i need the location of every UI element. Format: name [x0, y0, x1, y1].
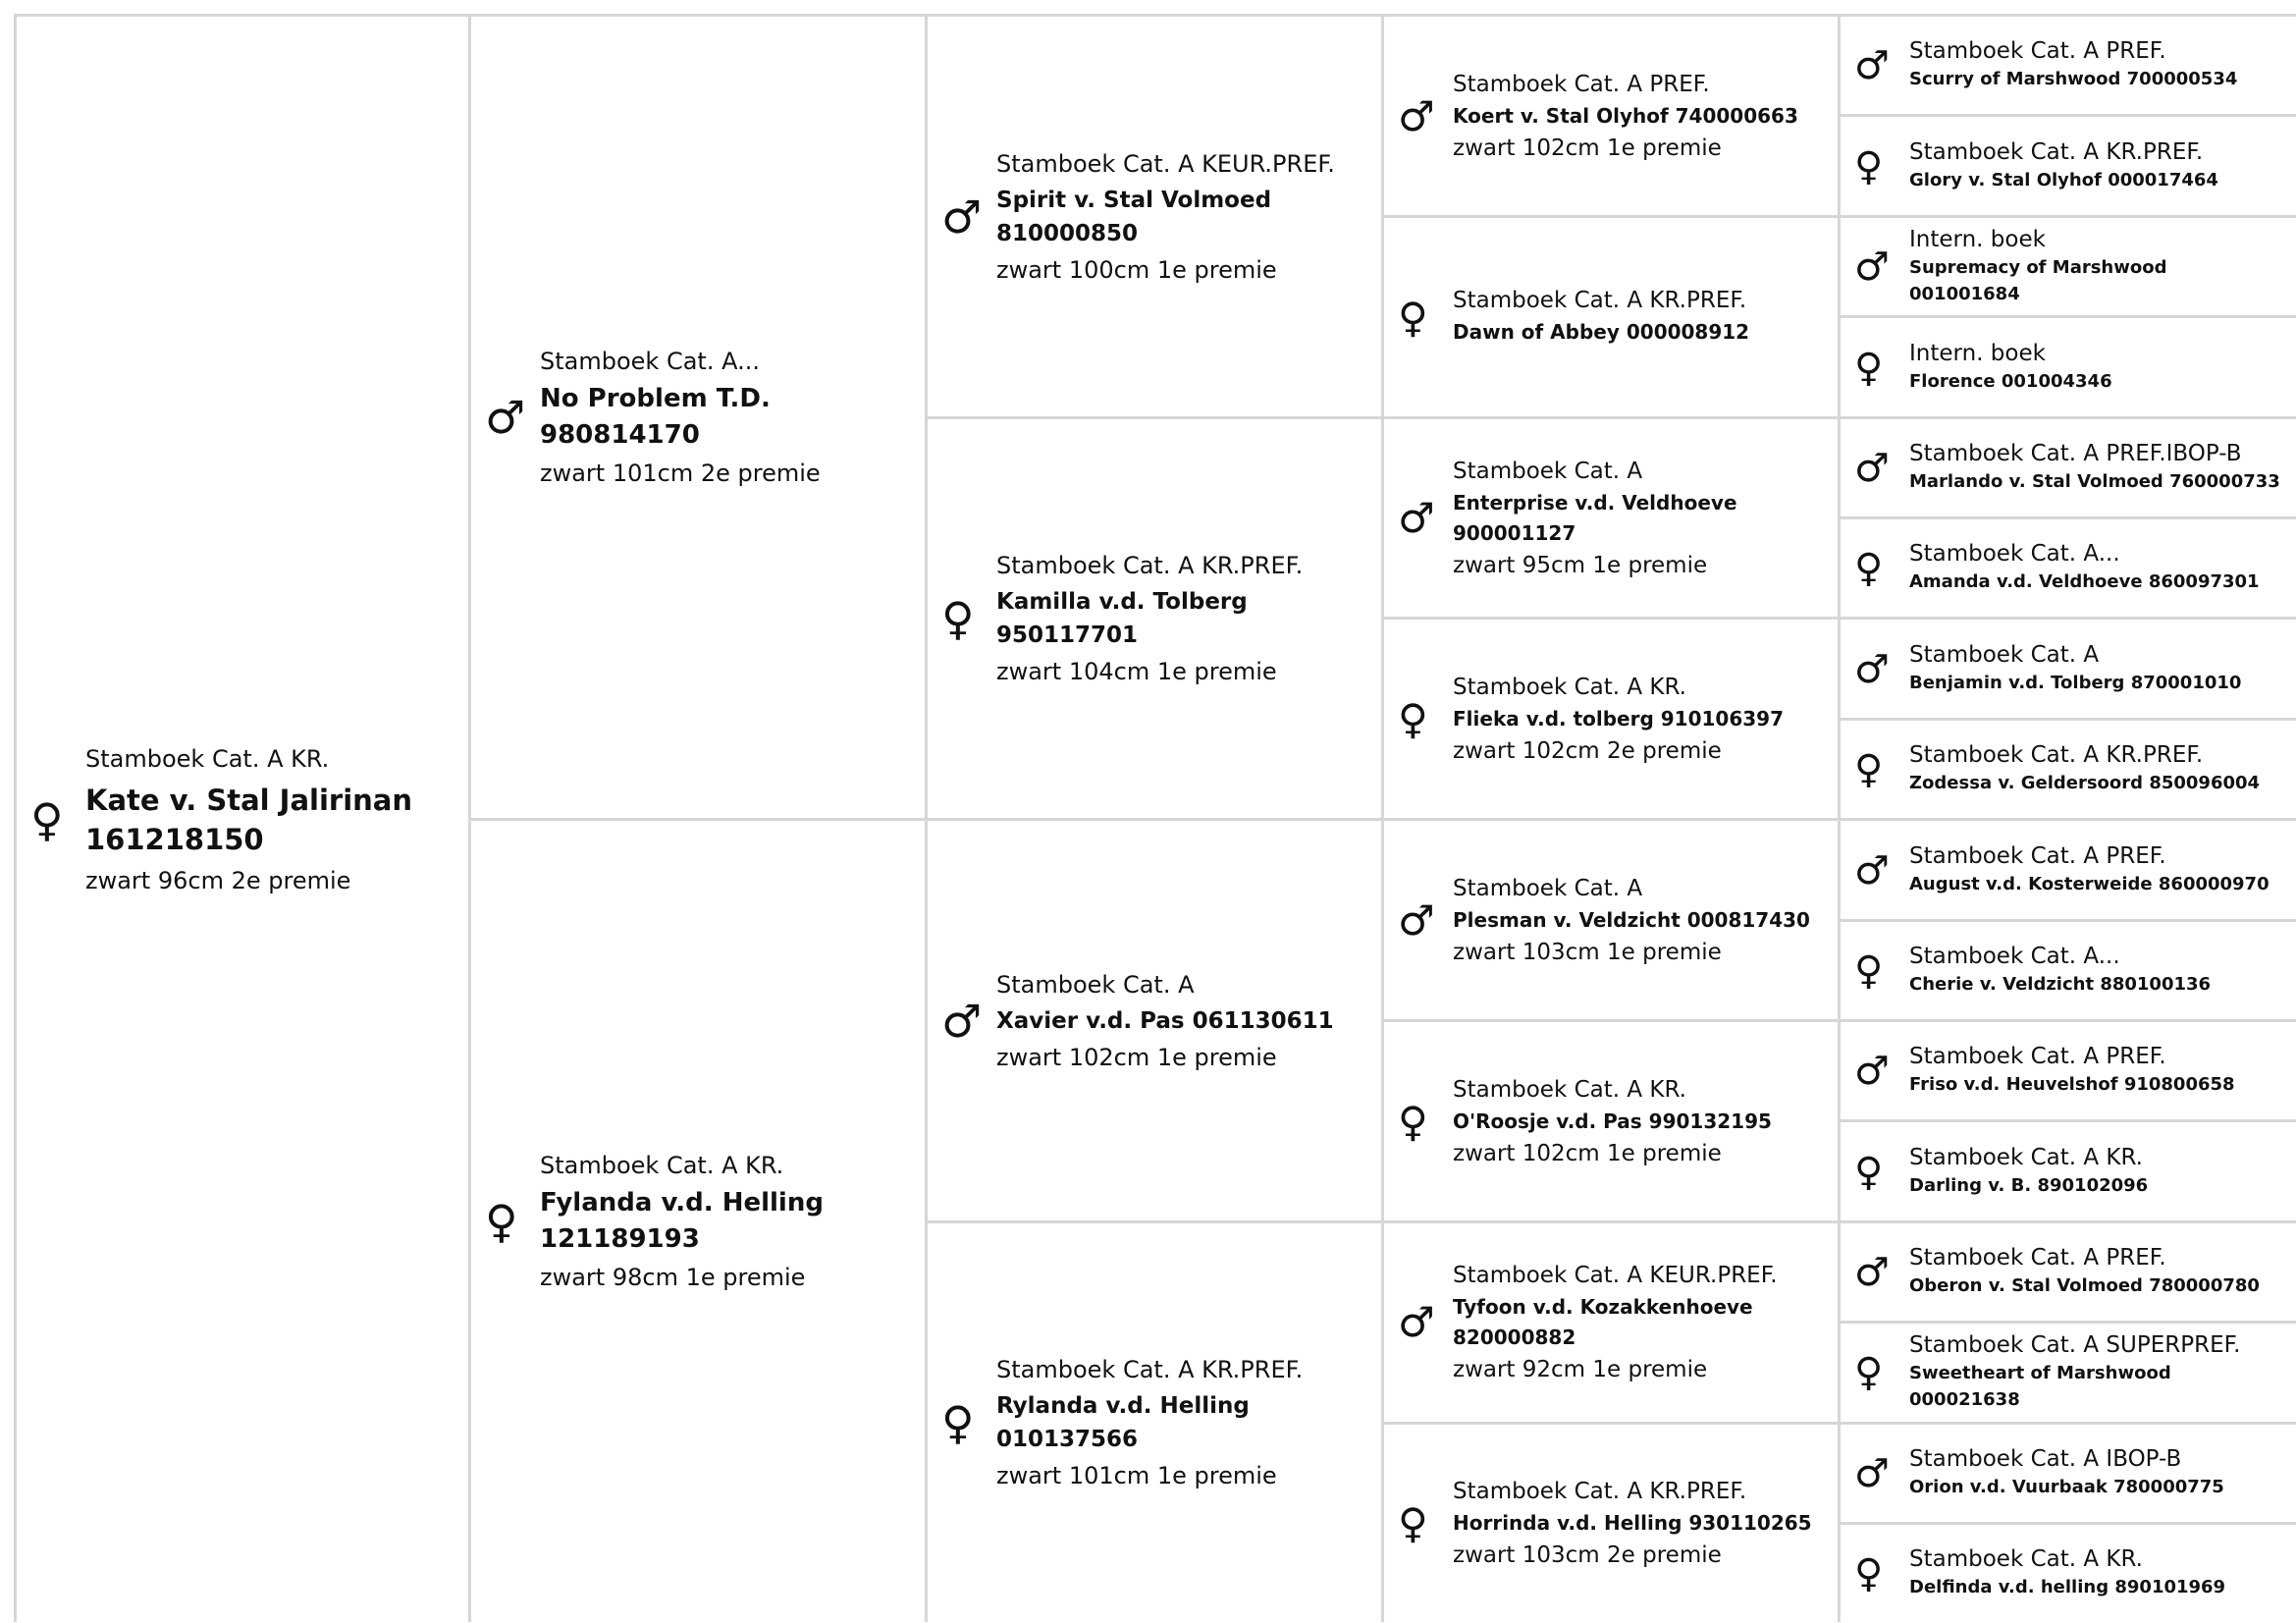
stamboek-label: Stamboek Cat. A PREF. [1453, 72, 1710, 97]
horse-details [1909, 843, 2282, 897]
horse-details [996, 1356, 1367, 1489]
pedigree-chart [14, 14, 2296, 1623]
female-symbol-icon: ♀ [941, 1396, 975, 1449]
stamboek-label: Stamboek Cat. A KR.PREF. [1909, 742, 2204, 768]
male-symbol-icon: ♂ [1854, 1451, 1890, 1496]
pedigree-cell-gen2-1 [468, 818, 925, 1622]
pedigree-cell-gen3-2 [925, 818, 1381, 1220]
female-symbol-icon: ♀ [1854, 346, 1884, 391]
stamboek-label: Stamboek Cat. A KR. [1909, 1145, 2143, 1170]
female-symbol-icon: ♀ [1854, 1350, 1884, 1395]
horse-name: Sweetheart of Marshwood 000021638 [1909, 1363, 2171, 1410]
horse-details [1909, 1332, 2282, 1413]
stamboek-label: Stamboek Cat. A... [1909, 541, 2120, 567]
horse-name: Florence 001004346 [1909, 371, 2112, 392]
stamboek-label: Stamboek Cat. A KR. [540, 1152, 784, 1179]
pedigree-cell-gen5-5 [1838, 516, 2296, 617]
stamboek-label: Stamboek Cat. A... [1909, 944, 2120, 969]
horse-info: zwart 104cm 1e premie [996, 658, 1277, 685]
horse-info: zwart 96cm 2e premie [85, 867, 351, 894]
male-symbol-icon: ♂ [941, 190, 983, 243]
stamboek-label: Stamboek Cat. A... [540, 348, 760, 375]
male-symbol-icon: ♂ [1854, 647, 1890, 692]
pedigree-cell-gen4-0 [1381, 14, 1838, 215]
horse-details [996, 971, 1367, 1071]
horse-name: Oberon v. Stal Volmoed 780000780 [1909, 1275, 2260, 1296]
horse-details [1909, 227, 2282, 307]
horse-name: Horrinda v.d. Helling 930110265 [1453, 1511, 1812, 1535]
horse-info: zwart 98cm 1e premie [540, 1264, 806, 1291]
horse-details [1453, 1263, 1824, 1382]
horse-details [1909, 1546, 2282, 1600]
pedigree-cell-gen4-6 [1381, 1220, 1838, 1422]
horse-details [1909, 642, 2282, 696]
horse-name: Darling v. B. 890102096 [1909, 1175, 2149, 1196]
female-symbol-icon: ♀ [1854, 1150, 1884, 1195]
horse-details [540, 348, 911, 487]
stamboek-label: Stamboek Cat. A KR.PREF. [1909, 139, 2204, 165]
horse-details [540, 1152, 911, 1291]
horse-details [996, 150, 1367, 284]
pedigree-cell-gen5-4 [1838, 416, 2296, 516]
horse-info: zwart 102cm 2e premie [1453, 738, 1722, 764]
pedigree-cell-gen5-3 [1838, 315, 2296, 416]
horse-name: Plesman v. Veldzicht 000817430 [1453, 908, 1810, 932]
horse-details [1909, 1145, 2282, 1199]
stamboek-label: Stamboek Cat. A [1453, 459, 1643, 484]
pedigree-cell-gen5-10 [1838, 1019, 2296, 1119]
pedigree-cell-gen5-8 [1838, 818, 2296, 919]
stamboek-label: Stamboek Cat. A IBOP-B [1909, 1446, 2182, 1472]
horse-name: Cherie v. Veldzicht 880100136 [1909, 974, 2212, 995]
stamboek-label: Stamboek Cat. A KR.PREF. [1453, 1479, 1747, 1504]
pedigree-cell-gen4-7 [1381, 1422, 1838, 1622]
horse-details [1909, 742, 2282, 796]
horse-name: Delfinda v.d. helling 890101969 [1909, 1577, 2226, 1597]
stamboek-label: Stamboek Cat. A SUPERPREF. [1909, 1332, 2241, 1358]
pedigree-cell-gen2-0 [468, 14, 925, 818]
stamboek-label: Stamboek Cat. A KR. [1453, 1077, 1686, 1103]
male-symbol-icon: ♂ [1854, 446, 1890, 491]
horse-name: Kamilla v.d. Tolberg 950117701 [996, 589, 1248, 648]
horse-info: zwart 102cm 1e premie [1453, 135, 1722, 161]
stamboek-label: Stamboek Cat. A KR.PREF. [996, 1356, 1304, 1383]
male-symbol-icon: ♂ [1854, 1049, 1890, 1094]
pedigree-cell-gen1-0 [14, 14, 468, 1622]
pedigree-cell-gen5-9 [1838, 919, 2296, 1019]
stamboek-label: Stamboek Cat. A PREF. [1909, 38, 2166, 64]
stamboek-label: Stamboek Cat. A [1909, 642, 2100, 668]
pedigree-cell-gen5-11 [1838, 1119, 2296, 1220]
horse-name: Scurry of Marshwood 700000534 [1909, 69, 2238, 89]
horse-details [1453, 1479, 1824, 1568]
pedigree-cell-gen4-4 [1381, 818, 1838, 1019]
horse-details [1909, 541, 2282, 595]
stamboek-label: Intern. boek [1909, 341, 2046, 366]
horse-name: Tyfoon v.d. Kozakkenhoeve 820000882 [1453, 1295, 1753, 1349]
horse-name: Amanda v.d. Veldhoeve 860097301 [1909, 571, 2260, 592]
female-symbol-icon: ♀ [1398, 1098, 1428, 1146]
horse-details [1909, 341, 2282, 395]
horse-details [1909, 441, 2282, 495]
horse-name: Supremacy of Marshwood 001001684 [1909, 257, 2167, 304]
female-symbol-icon: ♀ [941, 592, 975, 645]
pedigree-cell-gen4-3 [1381, 617, 1838, 818]
male-symbol-icon: ♂ [1854, 43, 1890, 88]
horse-name: Orion v.d. Vuurbaak 780000775 [1909, 1477, 2224, 1497]
horse-info: zwart 103cm 1e premie [1453, 940, 1722, 965]
pedigree-cell-gen3-1 [925, 416, 1381, 818]
horse-name: August v.d. Kosterweide 860000970 [1909, 874, 2269, 894]
horse-details [1453, 876, 1824, 965]
stamboek-label: Stamboek Cat. A KR. [85, 745, 330, 773]
female-symbol-icon: ♀ [485, 1195, 518, 1248]
stamboek-label: Stamboek Cat. A [996, 971, 1195, 999]
female-symbol-icon: ♀ [1854, 1551, 1884, 1596]
horse-info: zwart 95cm 1e premie [1453, 553, 1708, 578]
female-symbol-icon: ♀ [1854, 546, 1884, 591]
horse-info: zwart 100cm 1e premie [996, 256, 1277, 284]
male-symbol-icon: ♂ [1854, 1250, 1890, 1295]
horse-name: O'Roosje v.d. Pas 990132195 [1453, 1109, 1772, 1133]
horse-name: Benjamin v.d. Tolberg 870001010 [1909, 673, 2242, 693]
horse-details [1909, 944, 2282, 998]
horse-name: Enterprise v.d. Veldhoeve 900001127 [1453, 491, 1737, 545]
male-symbol-icon: ♂ [1398, 494, 1435, 542]
horse-details [1453, 72, 1824, 161]
male-symbol-icon: ♂ [1398, 92, 1435, 140]
male-symbol-icon: ♂ [1854, 848, 1890, 893]
male-symbol-icon: ♂ [485, 391, 526, 444]
horse-name: Xavier v.d. Pas 061130611 [996, 1008, 1334, 1034]
horse-details [996, 552, 1367, 685]
pedigree-cell-gen4-1 [1381, 215, 1838, 416]
horse-name: Rylanda v.d. Helling 010137566 [996, 1393, 1250, 1452]
horse-info: zwart 92cm 1e premie [1453, 1357, 1708, 1382]
horse-name: Kate v. Stal Jalirinan 161218150 [85, 784, 413, 856]
stamboek-label: Intern. boek [1909, 227, 2046, 252]
pedigree-cell-gen5-14 [1838, 1422, 2296, 1522]
horse-info: zwart 103cm 2e premie [1453, 1542, 1722, 1568]
female-symbol-icon: ♀ [1398, 294, 1428, 342]
horse-details [1909, 139, 2282, 193]
pedigree-cell-gen5-7 [1838, 718, 2296, 818]
female-symbol-icon: ♀ [1854, 747, 1884, 792]
pedigree-cell-gen4-5 [1381, 1019, 1838, 1220]
horse-name: Marlando v. Stal Volmoed 760000733 [1909, 471, 2280, 492]
horse-info: zwart 102cm 1e premie [1453, 1141, 1722, 1166]
female-symbol-icon: ♀ [1398, 695, 1428, 743]
pedigree-cell-gen5-1 [1838, 114, 2296, 215]
male-symbol-icon: ♂ [1398, 896, 1435, 945]
horse-name: No Problem T.D. 980814170 [540, 384, 771, 450]
pedigree-cell-gen4-2 [1381, 416, 1838, 617]
horse-info: zwart 101cm 2e premie [540, 460, 821, 487]
male-symbol-icon: ♂ [1398, 1298, 1435, 1346]
horse-details [1453, 675, 1824, 764]
horse-name: Fylanda v.d. Helling 121189193 [540, 1188, 824, 1254]
horse-name: Koert v. Stal Olyhof 740000663 [1453, 104, 1798, 128]
stamboek-label: Stamboek Cat. A KR.PREF. [996, 552, 1304, 579]
stamboek-label: Stamboek Cat. A PREF.IBOP-B [1909, 441, 2242, 466]
horse-details [1909, 1446, 2282, 1500]
horse-name: Glory v. Stal Olyhof 000017464 [1909, 170, 2218, 190]
stamboek-label: Stamboek Cat. A KR. [1909, 1546, 2143, 1572]
female-symbol-icon: ♀ [1398, 1499, 1428, 1547]
stamboek-label: Stamboek Cat. A KEUR.PREF. [996, 150, 1335, 178]
pedigree-cell-gen3-0 [925, 14, 1381, 416]
horse-name: Zodessa v. Geldersoord 850096004 [1909, 773, 2261, 793]
female-symbol-icon: ♀ [1854, 144, 1884, 189]
stamboek-label: Stamboek Cat. A KR.PREF. [1453, 288, 1747, 313]
horse-info: zwart 101cm 1e premie [996, 1462, 1277, 1489]
stamboek-label: Stamboek Cat. A PREF. [1909, 843, 2166, 869]
male-symbol-icon: ♂ [1854, 244, 1890, 290]
pedigree-cell-gen5-15 [1838, 1522, 2296, 1622]
pedigree-cell-gen5-2 [1838, 215, 2296, 315]
stamboek-label: Stamboek Cat. A [1453, 876, 1643, 901]
horse-info: zwart 102cm 1e premie [996, 1044, 1277, 1071]
pedigree-cell-gen3-3 [925, 1220, 1381, 1622]
horse-details [1909, 38, 2282, 92]
stamboek-label: Stamboek Cat. A KR. [1453, 675, 1686, 700]
stamboek-label: Stamboek Cat. A PREF. [1909, 1245, 2166, 1271]
pedigree-cell-gen5-12 [1838, 1220, 2296, 1321]
horse-details [1453, 288, 1824, 348]
female-symbol-icon: ♀ [1854, 948, 1884, 994]
horse-details [1909, 1245, 2282, 1299]
horse-details [1909, 1044, 2282, 1098]
female-symbol-icon: ♀ [30, 793, 64, 846]
horse-name: Friso v.d. Heuvelshof 910800658 [1909, 1074, 2235, 1095]
pedigree-cell-gen5-13 [1838, 1321, 2296, 1422]
horse-name: Spirit v. Stal Volmoed 810000850 [996, 188, 1272, 246]
horse-name: Dawn of Abbey 000008912 [1453, 320, 1750, 344]
horse-details [1453, 459, 1824, 578]
horse-details [85, 745, 454, 894]
horse-name: Flieka v.d. tolberg 910106397 [1453, 707, 1785, 730]
male-symbol-icon: ♂ [941, 995, 983, 1048]
stamboek-label: Stamboek Cat. A KEUR.PREF. [1453, 1263, 1778, 1288]
pedigree-cell-gen5-0 [1838, 14, 2296, 114]
stamboek-label: Stamboek Cat. A PREF. [1909, 1044, 2166, 1069]
horse-details [1453, 1077, 1824, 1166]
pedigree-cell-gen5-6 [1838, 617, 2296, 718]
